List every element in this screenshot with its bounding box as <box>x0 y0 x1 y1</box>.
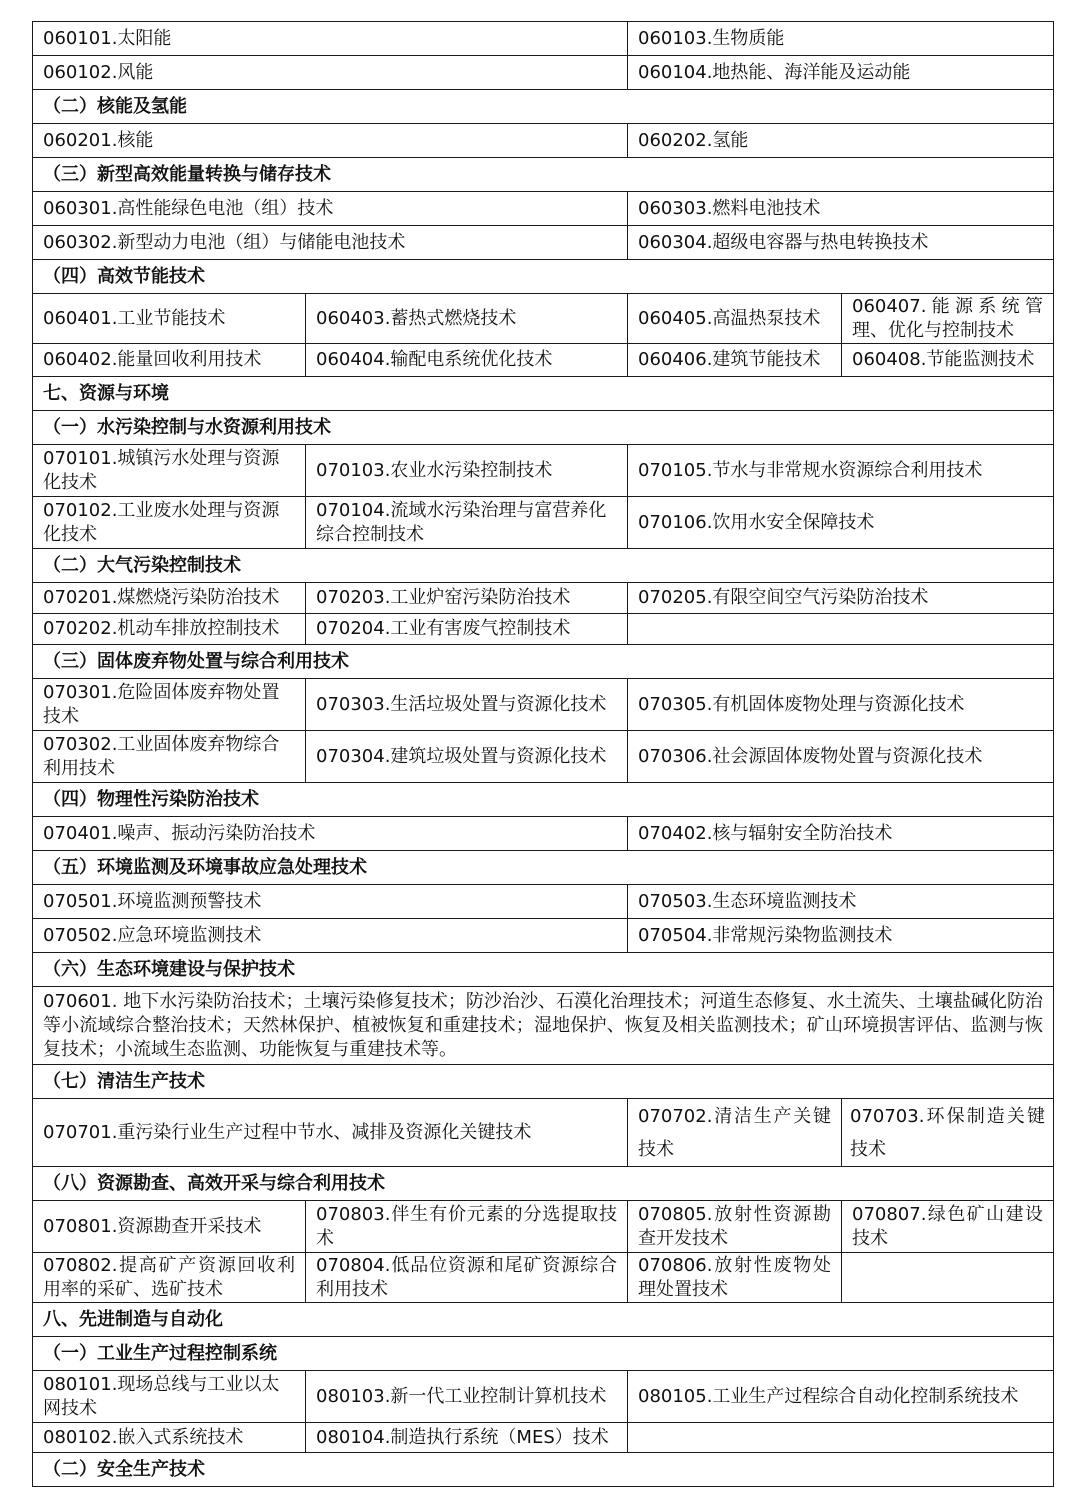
table-cell: 070205.有限空间空气污染防治技术 <box>628 583 1054 614</box>
table-cell: 070802.提高矿产资源回收利用率的采矿、选矿技术 <box>33 1253 306 1303</box>
table-cell: 070305.有机固体废物处理与资源化技术 <box>628 679 1054 731</box>
table-cell: 060202.氢能 <box>628 124 1054 158</box>
table-cell: 070301.危险固体废弃物处置技术 <box>33 679 306 731</box>
table-cell: 060302.新型动力电池（组）与储能电池技术 <box>33 226 628 260</box>
tech-classification-table <box>32 21 1054 1487</box>
table-cell: 080101.现场总线与工业以太网技术 <box>33 1371 306 1423</box>
section-heading: （七）清洁生产技术 <box>33 1065 1054 1099</box>
table-row <box>33 1371 1054 1423</box>
table-cell: 070701.重污染行业生产过程中节水、减排及资源化关键技术 <box>33 1099 628 1167</box>
table-cell: 070306.社会源固体废物处置与资源化技术 <box>628 731 1054 783</box>
table-cell: 060407.能源系统管理、优化与控制技术 <box>842 294 1054 344</box>
section-heading: （八）资源勘查、高效开采与综合利用技术 <box>33 1167 1054 1201</box>
table-row <box>33 445 1054 497</box>
table-row <box>33 124 1054 158</box>
table-cell: 070806.放射性废物处理处置技术 <box>628 1253 842 1303</box>
table-cell: 060408.节能监测技术 <box>842 344 1054 377</box>
section-heading-row <box>33 260 1054 294</box>
section-heading-row <box>33 783 1054 817</box>
section-heading: （三）新型高效能量转换与储存技术 <box>33 158 1054 192</box>
table-cell: 070805.放射性资源勘查开发技术 <box>628 1201 842 1253</box>
table-row <box>33 1099 1054 1167</box>
table-cell: 060104.地热能、海洋能及运动能 <box>628 56 1054 90</box>
table-cell: 060303.燃料电池技术 <box>628 192 1054 226</box>
section-heading: （二）安全生产技术 <box>33 1453 1054 1487</box>
table-cell: 070103.农业水污染控制技术 <box>306 445 628 497</box>
table-cell: 070106.饮用水安全保障技术 <box>628 497 1054 549</box>
table-row <box>33 344 1054 377</box>
table-cell <box>842 1253 1054 1303</box>
section-heading: （二）核能及氢能 <box>33 90 1054 124</box>
section-heading-row <box>33 377 1054 411</box>
table-cell: 070203.工业炉窑污染防治技术 <box>306 583 628 614</box>
table-cell: 070807.绿色矿山建设技术 <box>842 1201 1054 1253</box>
section-heading-row <box>33 411 1054 445</box>
table-row <box>33 192 1054 226</box>
table-row <box>33 497 1054 549</box>
section-heading: （二）大气污染控制技术 <box>33 549 1054 583</box>
table-cell: 070201.煤燃烧污染防治技术 <box>33 583 306 614</box>
table-cell: 070202.机动车排放控制技术 <box>33 614 306 645</box>
section-heading-row <box>33 1337 1054 1371</box>
table-cell: 070502.应急环境监测技术 <box>33 919 628 953</box>
section-heading: （一）水污染控制与水资源利用技术 <box>33 411 1054 445</box>
table-cell: 070105.节水与非常规水资源综合利用技术 <box>628 445 1054 497</box>
table-cell: 070804.低品位资源和尾矿资源综合利用技术 <box>306 1253 628 1303</box>
table-cell: 060102.风能 <box>33 56 628 90</box>
table-row <box>33 885 1054 919</box>
table-cell: 060402.能量回收利用技术 <box>33 344 306 377</box>
table-cell: 070703.环保制造关键技术 <box>842 1099 1054 1167</box>
table-row <box>33 817 1054 851</box>
table-row <box>33 56 1054 90</box>
table-cell: 070102.工业废水处理与资源化技术 <box>33 497 306 549</box>
table-cell: 070601. 地下水污染防治技术；土壤污染修复技术；防沙治沙、石漠化治理技术；河道生态修复、水土流失、土壤盐碱化防治等小流域综合整治技术；天然林保护、植被恢复和重建技术；湿地保护、恢复及相关监测技术；矿山环境损害评估、监测与恢复技术；小流域生态监测、功能恢复与重建技术等。 <box>33 987 1054 1065</box>
table-cell: 060401.工业节能技术 <box>33 294 306 344</box>
table-cell: 070504.非常规污染物监测技术 <box>628 919 1054 953</box>
section-heading: （六）生态环境建设与保护技术 <box>33 953 1054 987</box>
table-cell: 070302.工业固体废弃物综合利用技术 <box>33 731 306 783</box>
table-cell: 060404.输配电系统优化技术 <box>306 344 628 377</box>
table-cell <box>628 614 1054 645</box>
table-row <box>33 679 1054 731</box>
section-heading-row <box>33 158 1054 192</box>
table-row <box>33 226 1054 260</box>
table-row <box>33 614 1054 645</box>
table-cell: 080105.工业生产过程综合自动化控制系统技术 <box>628 1371 1054 1423</box>
table-row <box>33 1253 1054 1303</box>
section-heading-row <box>33 549 1054 583</box>
table-cell: 060304.超级电容器与热电转换技术 <box>628 226 1054 260</box>
table-cell: 070303.生活垃圾处置与资源化技术 <box>306 679 628 731</box>
table-cell: 070501.环境监测预警技术 <box>33 885 628 919</box>
table-cell: 070503.生态环境监测技术 <box>628 885 1054 919</box>
section-heading-row <box>33 645 1054 679</box>
table-cell: 070104.流域水污染治理与富营养化综合控制技术 <box>306 497 628 549</box>
section-heading: 七、资源与环境 <box>33 377 1054 411</box>
table-cell: 060103.生物质能 <box>628 22 1054 56</box>
section-heading-row <box>33 90 1054 124</box>
section-heading: （三）固体废弃物处置与综合利用技术 <box>33 645 1054 679</box>
section-heading-row <box>33 1167 1054 1201</box>
table-cell: 060403.蓄热式燃烧技术 <box>306 294 628 344</box>
table-cell: 060406.建筑节能技术 <box>628 344 842 377</box>
section-heading-row <box>33 953 1054 987</box>
table-cell: 070803.伴生有价元素的分选提取技术 <box>306 1201 628 1253</box>
table-row <box>33 919 1054 953</box>
table-row <box>33 987 1054 1065</box>
table-row <box>33 1423 1054 1453</box>
table-cell: 070101.城镇污水处理与资源化技术 <box>33 445 306 497</box>
section-heading: 八、先进制造与自动化 <box>33 1303 1054 1337</box>
table-cell: 070402.核与辐射安全防治技术 <box>628 817 1054 851</box>
section-heading-row <box>33 1065 1054 1099</box>
table-cell: 080102.嵌入式系统技术 <box>33 1423 306 1453</box>
table-cell: 070204.工业有害废气控制技术 <box>306 614 628 645</box>
section-heading: （一）工业生产过程控制系统 <box>33 1337 1054 1371</box>
table-cell: 060301.高性能绿色电池（组）技术 <box>33 192 628 226</box>
table-row <box>33 1201 1054 1253</box>
table-row <box>33 731 1054 783</box>
table-cell: 080104.制造执行系统（MES）技术 <box>306 1423 628 1453</box>
section-heading: （四）物理性污染防治技术 <box>33 783 1054 817</box>
table-cell: 070304.建筑垃圾处置与资源化技术 <box>306 731 628 783</box>
table-cell: 070801.资源勘查开采技术 <box>33 1201 306 1253</box>
table-row <box>33 583 1054 614</box>
table-row <box>33 22 1054 56</box>
table-row <box>33 294 1054 344</box>
table-cell: 080103.新一代工业控制计算机技术 <box>306 1371 628 1423</box>
table-cell: 070401.噪声、振动污染防治技术 <box>33 817 628 851</box>
table-cell <box>628 1423 1054 1453</box>
document-page <box>32 21 1053 1487</box>
section-heading: （四）高效节能技术 <box>33 260 1054 294</box>
section-heading-row <box>33 851 1054 885</box>
table-cell: 070702.清洁生产关键技术 <box>628 1099 842 1167</box>
section-heading-row <box>33 1303 1054 1337</box>
section-heading: （五）环境监测及环境事故应急处理技术 <box>33 851 1054 885</box>
section-heading-row <box>33 1453 1054 1487</box>
table-cell: 060201.核能 <box>33 124 628 158</box>
table-cell: 060101.太阳能 <box>33 22 628 56</box>
table-cell: 060405.高温热泵技术 <box>628 294 842 344</box>
